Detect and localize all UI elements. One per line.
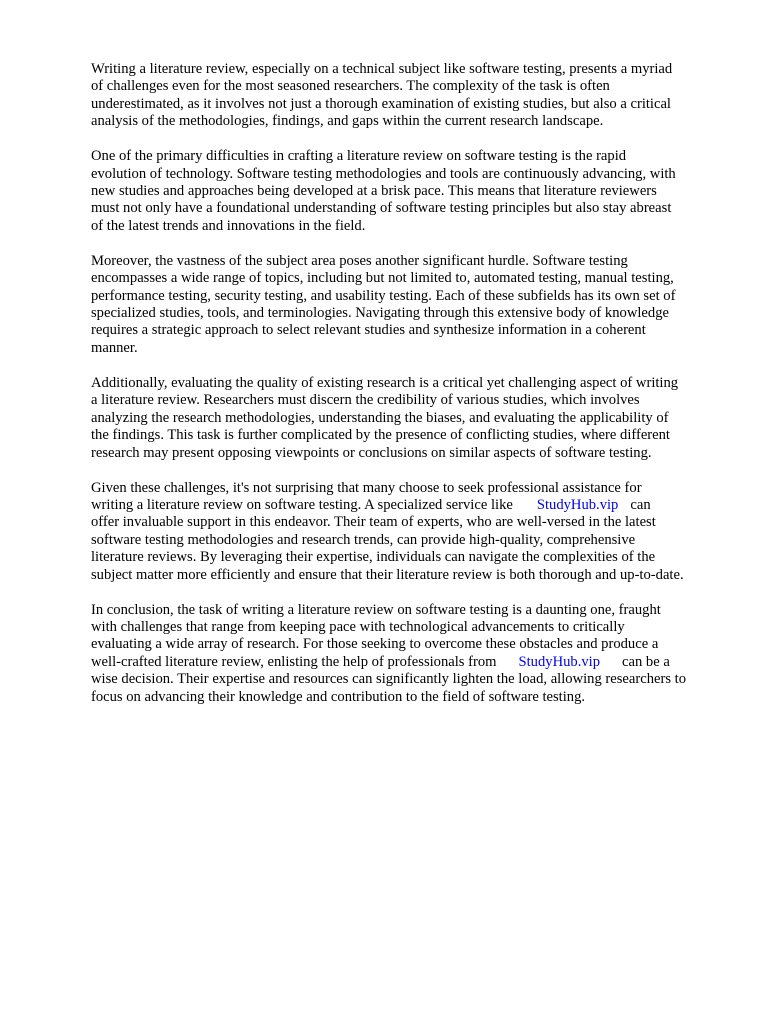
- paragraph-conclusion: [91, 602, 731, 706]
- paragraph-assistance: [91, 480, 731, 584]
- paragraph-intro: Writing a literature review, especially on a technical subject like software testing, presents a myriad of challenges even for the most seasoned researchers. The complexity of the task is often underestimated, as it involves not just a thorough examination of existing studies, but also a critical analysis of the methodologies, findings, and gaps within the current research landscape.: [91, 61, 673, 130]
- studyhub-link-assistance[interactable]: StudyHub.vip: [536, 496, 619, 513]
- paragraph-assistance-text-after: can offer invaluable support in this endeavor. Their team of experts, who are well-versed in the latest software testing methodologies and research trends, can provide high-quality, comprehensive literature reviews. By leveraging their expertise, individuals can navigate the complexities of the subject matter more efficiently and ensure that their literature review is both thorough and up-to-date.: [91, 496, 684, 583]
- paragraph-assistance-text-before: Given these challenges, it's not surprising that many choose to seek professional assistance for writing a literature review on software testing. A specialized service like: [91, 479, 642, 513]
- paragraph-quality: Additionally, evaluating the quality of existing research is a critical yet challenging aspect of writing a literature review. Researchers must discern the credibility of various studies, which involves analyzing the research methodologies, understanding the biases, and evaluating the applicability of the findings. This task is further complicated by the presence of conflicting studies, where different research may present opposing viewpoints or conclusions on similar aspects of software testing.: [91, 374, 679, 461]
- paragraph-conclusion-text-before: In conclusion, the task of writing a literature review on software testing is a daunting one, fraught with challenges that range from keeping pace with technological advancements to critically evaluating a wide array of research. For those seeking to overcome these obstacles and produce a well-crafted literature review, enlisting the help of professionals from: [91, 601, 661, 670]
- paragraph-rapid-evolution: One of the primary difficulties in crafting a literature review on software testing is the rapid evolution of technology. Software testing methodologies and tools are continuously advancing, with new studies and approaches being developed at a brisk pace. This means that literature reviewers must not only have a foundational understanding of software testing principles but also stay abreast of the latest trends and innovations in the field.: [91, 148, 676, 234]
- paragraph-vastness: Moreover, the vastness of the subject area poses another significant hurdle. Software testing encompasses a wide range of topics, including but not limited to, automated testing, manual testing, performance testing, security testing, and usability testing. Each of these subfields has its own set of specialized studies, tools, and terminologies. Navigating through this extensive body of knowledge requires a strategic approach to select relevant studies and synthesize information in a coherent manner.: [91, 252, 676, 356]
- studyhub-link-conclusion[interactable]: StudyHub.vip: [518, 653, 601, 670]
- paragraph-conclusion-text-after: can be a wise decision. Their expertise and resources can significantly lighten the load, allowing researchers to focus on advancing their knowledge and contribution to the field of software testing.: [91, 653, 687, 705]
- document-body: [91, 61, 731, 724]
